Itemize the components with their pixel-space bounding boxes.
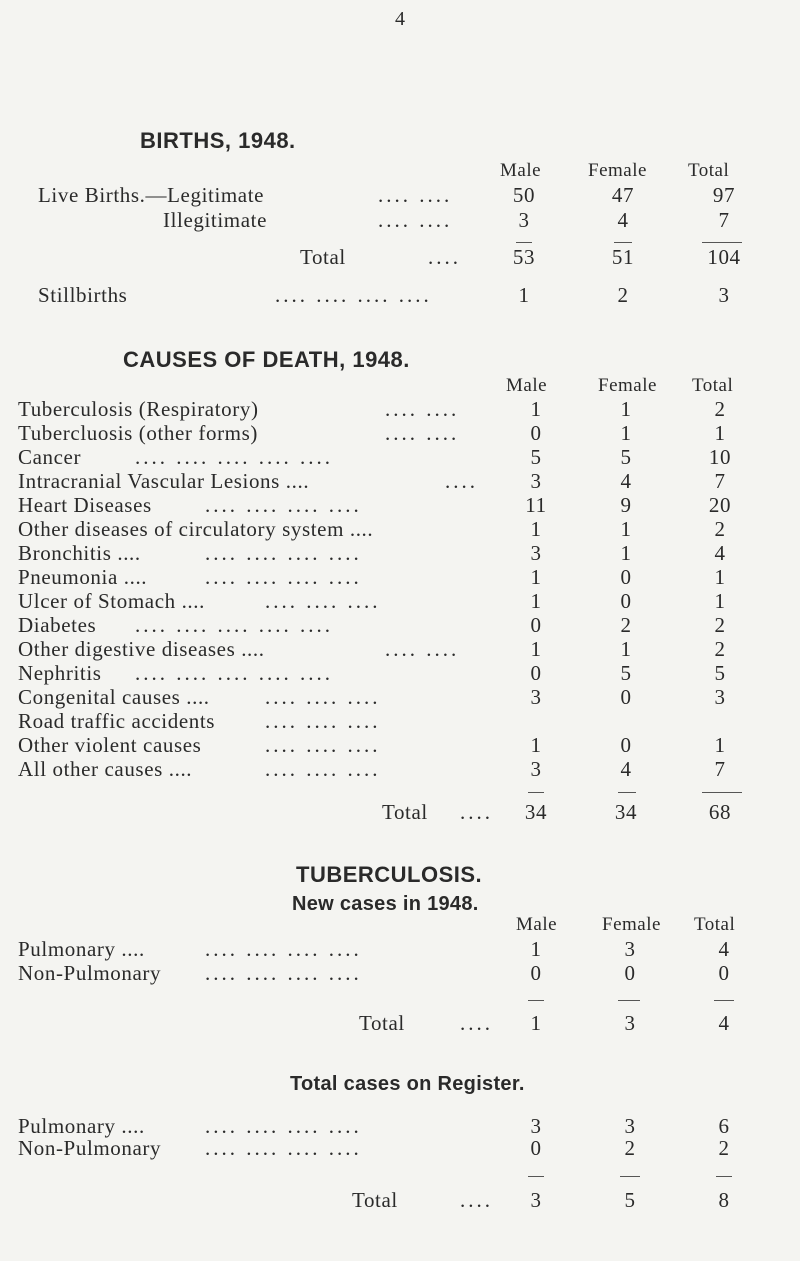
table-row: [0, 469, 800, 495]
row-label: Intracranial Vascular Lesions ....: [18, 469, 310, 493]
sum-rule: [516, 242, 532, 243]
row-label: Pulmonary ....: [18, 1114, 145, 1138]
cell-male: 1: [530, 637, 542, 661]
sum-rule: [614, 242, 632, 243]
row-label: Other digestive diseases ....: [18, 637, 265, 661]
row-label: Non-Pulmonary: [18, 1136, 162, 1160]
row-label: Cancer: [18, 445, 82, 469]
causes-total-row: [0, 800, 800, 826]
row-label: Live Births.—Legitimate: [38, 183, 265, 207]
cell-male: 0: [530, 1136, 542, 1160]
cell-female: 2: [624, 1136, 636, 1160]
table-row: [0, 613, 800, 639]
cell-total: 20: [708, 493, 732, 517]
cell-male: 0: [530, 421, 542, 445]
row-label: Total: [352, 1188, 398, 1212]
cell-total: 8: [718, 1188, 730, 1212]
row-leader: .... .... .... ....: [205, 1136, 362, 1160]
cell-female: 1: [620, 541, 632, 565]
births-title: BIRTHS, 1948.: [140, 128, 296, 153]
cell-male: 0: [530, 613, 542, 637]
cell-male: 1: [530, 589, 542, 613]
cell-female: 4: [620, 757, 632, 781]
cell-male: 3: [530, 685, 542, 709]
cell-total: 6: [718, 1114, 730, 1138]
row-label: Nephritis: [18, 661, 102, 685]
births-row: [0, 208, 800, 234]
cell-female: 1: [620, 397, 632, 421]
cell-female: 47: [611, 183, 635, 207]
cell-total: 4: [718, 1011, 730, 1035]
cell-male: 1: [530, 565, 542, 589]
births-col-male: Male: [500, 160, 542, 181]
row-leader: ....: [445, 469, 478, 493]
cell-female: 4: [620, 469, 632, 493]
table-row: [0, 1136, 800, 1162]
births-col-total: Total: [688, 160, 730, 181]
cell-total: 2: [714, 517, 726, 541]
row-label: Total: [359, 1011, 405, 1035]
table-row: [0, 397, 800, 423]
row-leader: .... .... .... ....: [205, 565, 362, 589]
cell-total: 68: [708, 800, 732, 824]
cell-male: 1: [530, 397, 542, 421]
cell-male: 3: [530, 757, 542, 781]
table-row: [0, 685, 800, 711]
cell-female: 5: [620, 661, 632, 685]
cell-male: 3: [518, 208, 530, 232]
tuberculosis-title: TUBERCULOSIS.: [296, 862, 483, 887]
causes-col-female: Female: [598, 375, 657, 396]
table-row: [0, 733, 800, 759]
row-leader: .... .... .... .... ....: [135, 445, 333, 469]
sum-rule: [618, 1000, 640, 1001]
table-row: [0, 541, 800, 567]
row-label: Pneumonia ....: [18, 565, 148, 589]
row-leader: ....: [460, 1188, 493, 1212]
cell-total: 1: [714, 421, 726, 445]
cell-total: 0: [718, 961, 730, 985]
cell-male: 34: [524, 800, 548, 824]
table-row: [0, 445, 800, 471]
row-leader: .... ....: [385, 397, 460, 421]
register-total-row: [0, 1188, 800, 1214]
cell-female: 9: [620, 493, 632, 517]
cell-male: 5: [530, 445, 542, 469]
cell-female: 3: [624, 1114, 636, 1138]
cell-total: 1: [714, 733, 726, 757]
sum-rule: [716, 1176, 732, 1177]
cell-female: 51: [611, 245, 635, 269]
row-label: Non-Pulmonary: [18, 961, 162, 985]
cell-male: 1: [530, 1011, 542, 1035]
births-total-row: [0, 245, 800, 271]
cell-female: 0: [620, 685, 632, 709]
cell-male: 1: [530, 733, 542, 757]
row-leader: .... ....: [385, 421, 460, 445]
cell-female: 5: [624, 1188, 636, 1212]
cell-male: 3: [530, 1188, 542, 1212]
cell-female: 3: [624, 937, 636, 961]
causes-col-total: Total: [692, 375, 734, 396]
sum-rule: [528, 792, 544, 793]
cell-female: 1: [620, 517, 632, 541]
cell-total: 3: [714, 685, 726, 709]
cell-total: 2: [714, 637, 726, 661]
cell-female: 1: [620, 637, 632, 661]
cell-male: 3: [530, 541, 542, 565]
row-label: Bronchitis ....: [18, 541, 141, 565]
sum-rule: [620, 1176, 640, 1177]
cell-female: 0: [620, 589, 632, 613]
cell-female: 1: [620, 421, 632, 445]
row-leader: .... ....: [378, 183, 453, 207]
cell-female: 2: [620, 613, 632, 637]
cell-female: 3: [624, 1011, 636, 1035]
table-row: [0, 517, 800, 543]
table-row: [0, 709, 800, 735]
cell-total: 3: [718, 283, 730, 307]
table-row: [0, 421, 800, 447]
sum-rule: [702, 792, 742, 793]
row-label: Stillbirths: [38, 283, 128, 307]
sum-rule: [528, 1000, 544, 1001]
row-leader: .... .... ....: [265, 589, 381, 613]
cell-total: 7: [718, 208, 730, 232]
row-leader: .... ....: [378, 208, 453, 232]
row-leader: .... .... .... ....: [205, 541, 362, 565]
row-label: Road traffic accidents: [18, 709, 216, 733]
row-label: Illegitimate: [163, 208, 267, 232]
cell-male: 3: [530, 1114, 542, 1138]
row-leader: ....: [428, 245, 461, 269]
register-title: Total cases on Register.: [290, 1073, 525, 1095]
row-leader: .... .... ....: [265, 709, 381, 733]
causes-title: CAUSES OF DEATH, 1948.: [123, 347, 410, 372]
row-leader: .... .... ....: [265, 733, 381, 757]
row-label: Other violent causes: [18, 733, 202, 757]
cell-total: 7: [714, 469, 726, 493]
cell-total: 2: [714, 397, 726, 421]
cell-female: 0: [620, 733, 632, 757]
births-row: [0, 183, 800, 209]
births-col-female: Female: [588, 160, 647, 181]
sum-rule: [528, 1176, 544, 1177]
cell-male: 0: [530, 961, 542, 985]
row-leader: .... .... .... ....: [205, 1114, 362, 1138]
cell-total: 1: [714, 565, 726, 589]
cell-total: 4: [714, 541, 726, 565]
table-row: [0, 565, 800, 591]
cell-total: 5: [714, 661, 726, 685]
row-leader: .... .... ....: [265, 685, 381, 709]
row-label: Other diseases of circulatory system ....: [18, 517, 374, 541]
row-leader: ....: [460, 1011, 493, 1035]
causes-col-male: Male: [506, 375, 548, 396]
cell-total: 104: [707, 245, 741, 269]
table-row: [0, 637, 800, 663]
cell-male: 1: [530, 937, 542, 961]
cell-total: 2: [718, 1136, 730, 1160]
cell-male: 1: [518, 283, 530, 307]
row-label: Tuberculosis (Respiratory): [18, 397, 259, 421]
tb-total-row: [0, 1011, 800, 1037]
row-leader: ....: [460, 800, 493, 824]
row-label: All other causes ....: [18, 757, 193, 781]
cell-male: 3: [530, 469, 542, 493]
table-row: [0, 589, 800, 615]
cell-male: 11: [525, 493, 547, 517]
table-row: [0, 493, 800, 519]
row-label: Diabetes: [18, 613, 97, 637]
row-leader: .... .... .... ....: [205, 961, 362, 985]
tuberculosis-subtitle: New cases in 1948.: [292, 893, 479, 915]
cell-female: 0: [620, 565, 632, 589]
tb-col-male: Male: [516, 914, 558, 935]
tb-col-total: Total: [694, 914, 736, 935]
table-row: [0, 961, 800, 987]
table-row: [0, 937, 800, 963]
table-row: [0, 757, 800, 783]
row-leader: .... .... .... ....: [275, 283, 432, 307]
cell-female: 2: [617, 283, 629, 307]
cell-total: 7: [714, 757, 726, 781]
row-label: Total: [300, 245, 346, 269]
row-leader: .... .... ....: [265, 757, 381, 781]
row-leader: .... .... .... ....: [205, 493, 362, 517]
tb-col-female: Female: [602, 914, 661, 935]
row-label: Congenital causes ....: [18, 685, 210, 709]
row-label: Tubercluosis (other forms): [18, 421, 258, 445]
cell-total: 10: [708, 445, 732, 469]
cell-female: 34: [614, 800, 638, 824]
cell-male: 0: [530, 661, 542, 685]
cell-female: 4: [617, 208, 629, 232]
table-row: [0, 661, 800, 687]
row-leader: .... .... .... .... ....: [135, 613, 333, 637]
sum-rule: [618, 792, 636, 793]
cell-total: 1: [714, 589, 726, 613]
cell-total: 4: [718, 937, 730, 961]
row-leader: .... .... .... ....: [205, 937, 362, 961]
stillbirths-row: [0, 283, 800, 309]
cell-male: 50: [512, 183, 536, 207]
row-label: Heart Diseases: [18, 493, 152, 517]
row-label: Pulmonary ....: [18, 937, 145, 961]
cell-male: 1: [530, 517, 542, 541]
row-leader: .... ....: [385, 637, 460, 661]
page-number: 4: [395, 8, 405, 30]
row-label: Ulcer of Stomach ....: [18, 589, 205, 613]
row-leader: .... .... .... .... ....: [135, 661, 333, 685]
cell-total: 97: [712, 183, 736, 207]
cell-female: 5: [620, 445, 632, 469]
sum-rule: [702, 242, 742, 243]
cell-total: 2: [714, 613, 726, 637]
sum-rule: [714, 1000, 734, 1001]
cell-female: 0: [624, 961, 636, 985]
cell-male: 53: [512, 245, 536, 269]
row-label: Total: [382, 800, 428, 824]
